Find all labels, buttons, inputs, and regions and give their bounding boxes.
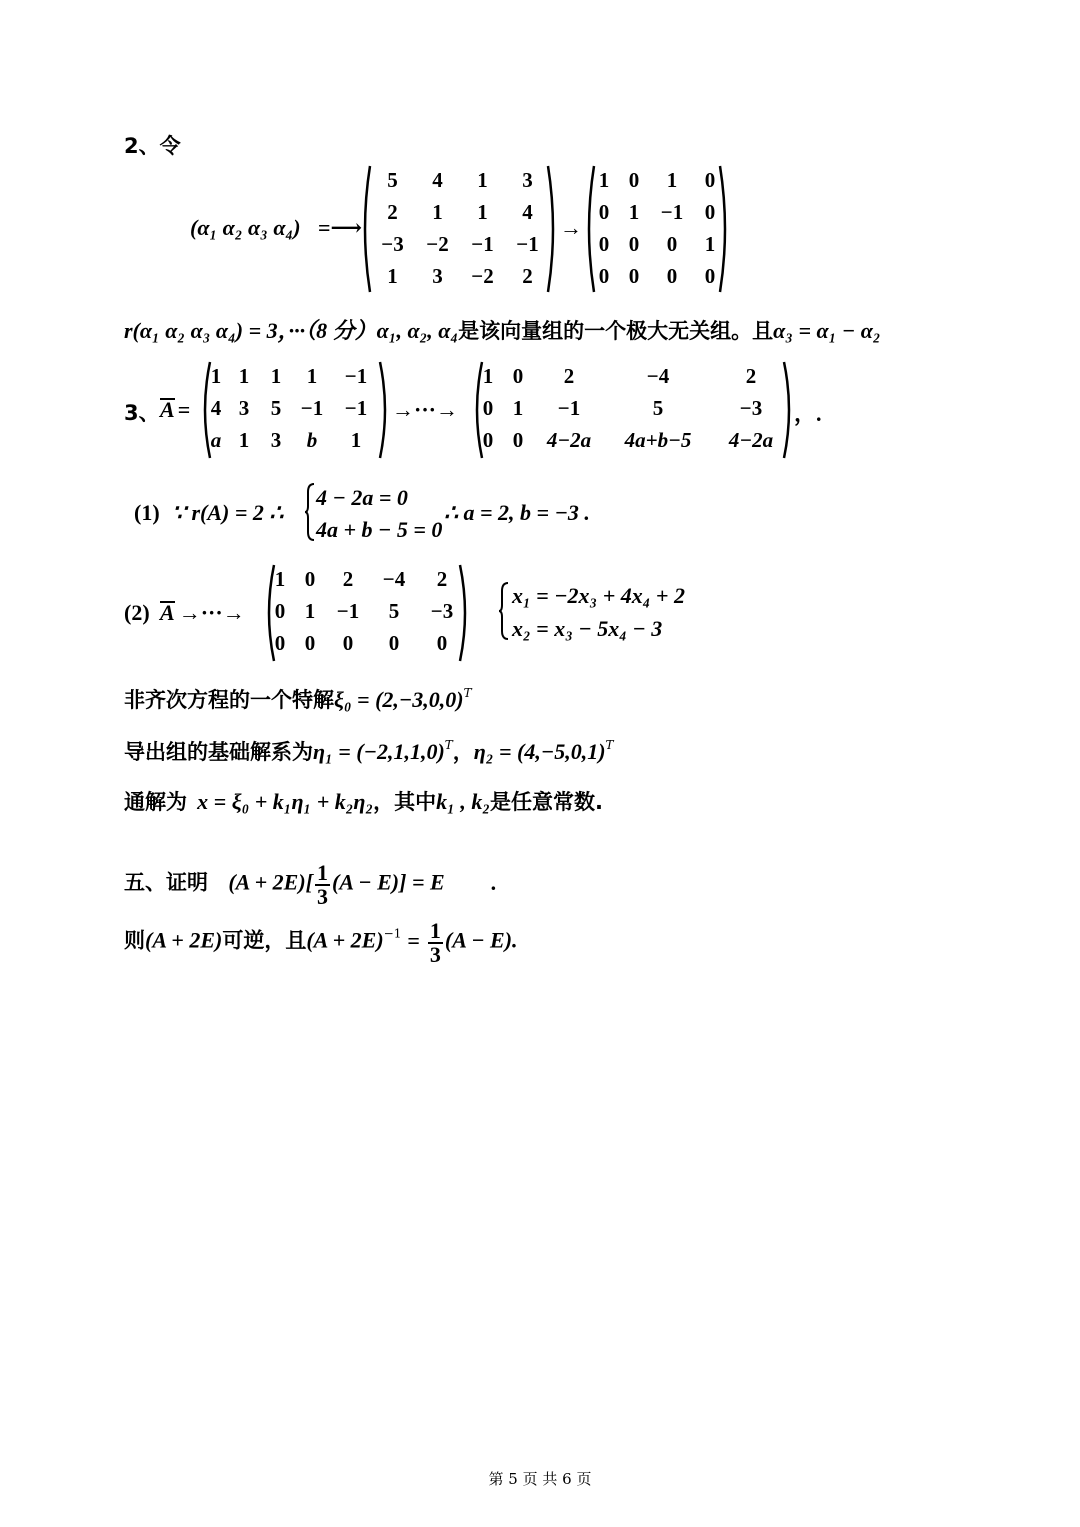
matrix-cell: 3 (522, 168, 533, 192)
matrix-cell: 0 (704, 264, 716, 288)
matrix-cell: −1 (660, 200, 684, 224)
matrix-cell: 5 (652, 396, 664, 420)
matrix-cell: 1 (482, 364, 494, 388)
matrix-cell: 2 (387, 200, 398, 224)
matrix-cell: 0 (598, 232, 610, 256)
part1-result: ∴ a = 2, b = −3 . (444, 500, 590, 525)
matrix-cell: 1 (238, 428, 250, 452)
matrix-cell: 1 (666, 168, 678, 192)
item3-matrix-1 (204, 360, 380, 456)
matrix-cell: 4−2a (546, 428, 592, 452)
matrix-cell: 0 (628, 264, 640, 288)
item2-matrix-1 (370, 164, 550, 292)
matrix-cell: 1 (304, 599, 316, 623)
matrix-cell: 2 (522, 264, 533, 288)
left-brace (498, 581, 510, 641)
matrix-cell: −3 (739, 396, 763, 420)
matrix-cell: 4a+b−5 (624, 428, 692, 452)
matrix-cell: 0 (704, 200, 716, 224)
particular-line: 非齐次方程的一个特解$\xi_0 = (2,-3,0,0)^T$ (124, 686, 472, 712)
matrix-cell: −1 (300, 396, 324, 420)
item2-lhs-vector: (α₁ α₂ α₃ α₄) (190, 215, 301, 240)
matrix-cell: 4 (432, 168, 443, 192)
matrix-cell: 1 (350, 428, 362, 452)
matrix-cell: 3 (270, 428, 282, 452)
matrix-cell: 1 (306, 364, 318, 388)
part2-matrix (266, 563, 466, 659)
matrix-cell: −4 (382, 567, 406, 591)
right-paren (378, 360, 392, 460)
item2-arrow-2: → (560, 215, 582, 240)
matrix-cell: 0 (388, 631, 400, 655)
matrix-cell: 0 (598, 264, 610, 288)
matrix-cell: 0 (666, 264, 678, 288)
right-paren (718, 164, 732, 294)
matrix-cell: b (306, 428, 318, 452)
general-line: 通解为 x = ξ₀ + k₁η₁ + k₂η₂，其中k₁ , k₂是任意常数. (124, 789, 603, 814)
item2-matrix-2 (590, 164, 726, 292)
rank-text: 是该向量组的一个极大无关组。且 (458, 319, 774, 343)
matrix-cell: 3 (432, 264, 443, 288)
matrix-cell: 0 (598, 200, 610, 224)
item5-line2: 则(A + 2E)可逆，且$(A + 2E)^{-1}$ = $\frac{1}{3}$ (A − E). (124, 918, 518, 967)
item5-line1: 五、证明 (A + 2E)[ $\frac{1}{3}$ (A − E)] = E . (124, 860, 497, 909)
page-footer: 第 5 页 共 6 页 (488, 1470, 592, 1488)
matrix-cell: 2 (436, 567, 448, 591)
matrix-cell: −3 (381, 232, 404, 256)
matrix-cell: 1 (477, 200, 488, 224)
matrix-cell: 0 (436, 631, 448, 655)
matrix-cell: 1 (598, 168, 610, 192)
matrix-cell: 0 (628, 168, 640, 192)
rank-end: α₃ = α₁ − α₂ (773, 318, 881, 343)
matrix-cell: −3 (430, 599, 454, 623)
matrix-cell: a (210, 428, 222, 452)
basis-line: 导出组的基础解系为$\eta_1 = (-2,1,1,0)^T$，$\eta_2 = (4,-5,0,1)^T$ (124, 738, 614, 764)
matrix-cell: 2 (342, 567, 354, 591)
left-brace (304, 482, 316, 542)
matrix-cell: 0 (666, 232, 678, 256)
matrix-cell: 5 (388, 599, 400, 623)
item3-trail: ，. (794, 401, 822, 426)
right-paren (546, 164, 560, 294)
matrix-cell: 5 (387, 168, 398, 192)
matrix-cell: 1 (274, 567, 286, 591)
matrix-cell: 0 (512, 364, 524, 388)
part2-abar: A →···→ (160, 600, 245, 625)
part1-label: (1) (134, 500, 160, 525)
matrix-cell: −1 (336, 599, 360, 623)
matrix-cell: 1 (628, 200, 640, 224)
rank-math: r(α₁ α₂ α₃ α₄) = 3，···（8 分）α₁, α₂, α₄ (124, 318, 459, 343)
matrix-cell: 2 (745, 364, 757, 388)
matrix-cell: −1 (516, 232, 539, 256)
matrix-cell: 0 (304, 567, 316, 591)
matrix-cell: 0 (512, 428, 524, 452)
matrix-cell: −2 (471, 264, 494, 288)
matrix-cell: 0 (274, 599, 286, 623)
matrix-cell: 0 (274, 631, 286, 655)
matrix-cell: 5 (270, 396, 282, 420)
item3-heading: 3、 (124, 401, 160, 425)
abar: A = (160, 397, 191, 422)
matrix-cell: 0 (628, 232, 640, 256)
matrix-cell: 1 (387, 264, 398, 288)
item3-matrix-2 (474, 360, 790, 456)
matrix-cell: 4 (522, 200, 533, 224)
matrix-cell: 1 (704, 232, 716, 256)
item2-heading: 2、令 (124, 134, 181, 158)
matrix-cell: 1 (477, 168, 488, 192)
part1-because: ∵ r(A) = 2 ∴ (172, 500, 284, 525)
right-paren (458, 563, 472, 663)
matrix-cell: 0 (342, 631, 354, 655)
matrix-cell: 2 (563, 364, 575, 388)
matrix-cell: 1 (210, 364, 222, 388)
matrix-cell: 0 (304, 631, 316, 655)
matrix-cell: −1 (344, 364, 368, 388)
matrix-cell: 0 (482, 396, 494, 420)
matrix-cell: 0 (704, 168, 716, 192)
matrix-cell: 4 (210, 396, 222, 420)
part1-system: 4 − 2a = 0 4a + b − 5 = 0 (316, 485, 443, 542)
matrix-cell: 1 (512, 396, 524, 420)
matrix-cell: −1 (557, 396, 581, 420)
matrix-cell: 1 (238, 364, 250, 388)
item3-arrows: →···→ (392, 397, 459, 422)
matrix-cell: −1 (344, 396, 368, 420)
matrix-cell: −1 (471, 232, 494, 256)
matrix-cell: 1 (432, 200, 443, 224)
part2-system: x₁ = −2x₃ + 4x₄ + 2 x₂ = x₃ − 5x₄ − 3 (512, 583, 685, 641)
matrix-cell: 3 (238, 396, 250, 420)
item2-arrow: =⟶ (318, 215, 363, 240)
item5-heading: 五、证明 (124, 870, 208, 895)
matrix-cell: 1 (270, 364, 282, 388)
matrix-cell: 0 (482, 428, 494, 452)
item2-rank-line (124, 314, 881, 345)
part2-label: (2) (124, 600, 150, 625)
matrix-cell: −2 (426, 232, 449, 256)
matrix-cell: 4−2a (728, 428, 774, 452)
matrix-cell: −4 (646, 364, 670, 388)
